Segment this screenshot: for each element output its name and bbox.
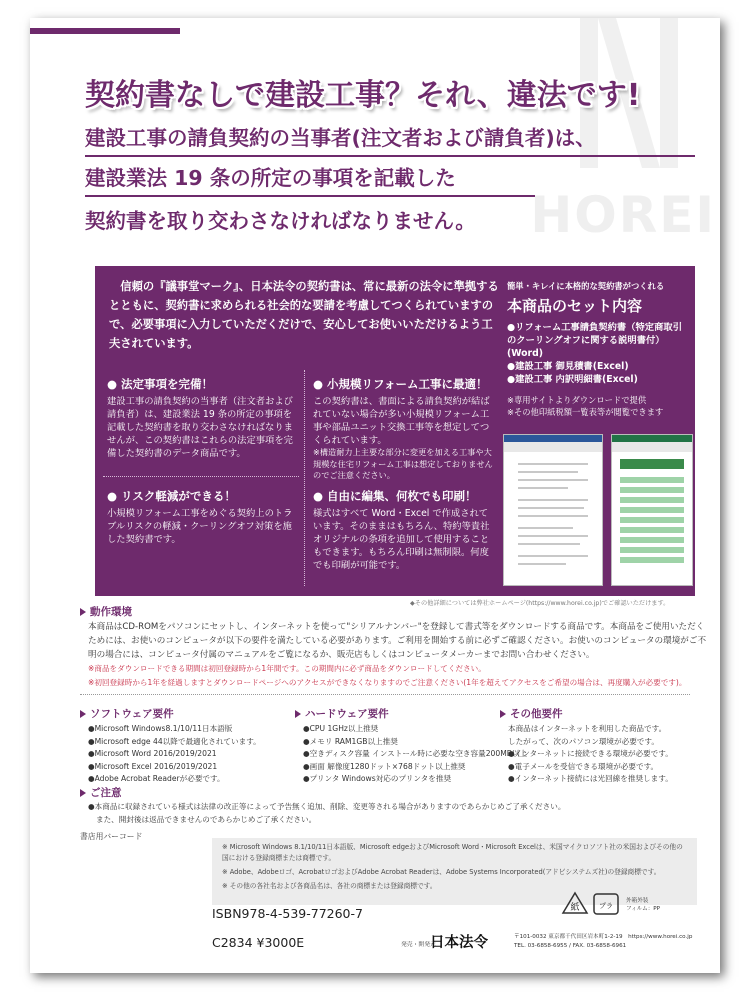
paper-recycle-icon bbox=[560, 891, 590, 921]
feature-divider-horizontal bbox=[103, 476, 299, 477]
triangle-bullet-icon bbox=[295, 710, 301, 718]
website-note: ◆その他詳細については弊社ホームページ(https://www.horei.co.jp)でご確認いただけます。 bbox=[410, 600, 670, 607]
feature-panel bbox=[95, 266, 695, 596]
list-item: ●インターネット接続には光回線を推奨します。 bbox=[508, 774, 673, 783]
word-document-preview bbox=[503, 434, 603, 586]
svg-text:紙: 紙 bbox=[570, 903, 580, 913]
hardware-req-list bbox=[303, 723, 527, 786]
svg-text:プラ: プラ bbox=[599, 902, 613, 910]
list-item: 本商品はインターネットを利用した商品です。 bbox=[508, 724, 667, 733]
list-item: ●Microsoft edge 44以降で最適化されています。 bbox=[88, 736, 261, 746]
hardware-req-heading: ハードウェア要件 bbox=[295, 706, 389, 721]
set-contents bbox=[507, 280, 687, 418]
product-sheet bbox=[30, 18, 720, 973]
set-note: ※専用サイトよりダウンロードで提供 bbox=[507, 395, 647, 405]
subheadline-line-1: 建設工事の請負契約の当事者(注文者および請負者)は、 bbox=[85, 121, 695, 157]
list-item: ●CPU 1GHz以上推奨 bbox=[303, 724, 379, 733]
list-item: ●画面 解像度1280ドット×768ドット以上推奨 bbox=[303, 761, 466, 771]
trademark-line: ※ Microsoft Windows 8.1/10/11日本語版、Microsoft edgeおよびMicrosoft Word・Microsoft Excelは、米国マイクロソフト社の米国およびその他の国における登録商標または商標です。 bbox=[222, 843, 683, 862]
publisher-address: 〒101-0032 東京都千代田区岩本町1-2-19 https://www.horei.co.jp TEL. 03-6858-6955 / FAX. 03-6858-6961 bbox=[514, 934, 693, 949]
publisher-label: 発売・開発元 bbox=[401, 942, 436, 948]
download-period-note: ※商品をダウンロードできる期間は初回登録時から1年間です。この期間内に必ず商品をダウンロードしてください。 bbox=[88, 664, 486, 673]
set-item: ●建設工事 内訳明細書(Excel) bbox=[507, 374, 638, 385]
feature-edit-print bbox=[313, 488, 493, 572]
other-req-heading: その他要件 bbox=[500, 706, 563, 721]
set-item: ●リフォーム工事請負契約書（特定商取引のクーリングオフに関する説明書付）(Word) bbox=[507, 322, 682, 359]
triangle-bullet-icon bbox=[80, 608, 86, 616]
software-req-list bbox=[88, 723, 261, 786]
caution-line: また、開封後は返品できませんのであらかじめご了承ください。 bbox=[96, 815, 317, 824]
access-expiry-note: ※初回登録時から1年を経過しますとダウンロードページへのアクセスができなくなりますのでご注意ください(1年を超えてアクセスをご希望の場合は、再度購入が必要です)。 bbox=[88, 678, 687, 687]
subheadline-line-3: 契約書を取り交わさなければなりません。 bbox=[85, 209, 476, 233]
intro-text: 信頼の『議事堂マーク』、日本法令の契約書は、常に最新の法令に準拠するとともに、契約書に求められる社会的な要請を考慮してつくられていますので、必要事項に入力していただくだけで、安心してお使いいただけるよう工夫されています。 bbox=[109, 280, 499, 350]
software-req-heading: ソフトウェア要件 bbox=[80, 706, 174, 721]
triangle-bullet-icon bbox=[500, 710, 506, 718]
list-item: ●Microsoft Word 2016/2019/2021 bbox=[88, 749, 217, 758]
top-accent-bar bbox=[30, 28, 180, 34]
subheadline-line-2: 建設業法 19 条の所定の事項を記載した bbox=[85, 161, 535, 197]
trademark-line: ※ Adobe、Adobeロゴ、AcrobatロゴおよびAdobe Acrobat Readerは、Adobe Systems Incorporated(アドビシステムズ社)の登録商標です。 bbox=[222, 868, 661, 876]
triangle-bullet-icon bbox=[80, 789, 86, 797]
list-item: したがって、次のパソコン環境が必要です。 bbox=[508, 736, 659, 746]
price-code: C2834 ¥3000E bbox=[212, 935, 305, 950]
caution-line: ●本商品に収録されている様式は法律の改正等によって予告無く追加、削除、変更等される場合がありますのであらかじめご了承ください。 bbox=[88, 802, 566, 811]
publisher-logo: 日本法令 bbox=[430, 934, 488, 951]
trademark-box bbox=[212, 838, 697, 905]
feature-title: ● 法定事項を完備！ bbox=[107, 377, 214, 391]
feature-note: ※構造耐力上主要な部分に変更を加える工事や大規模な住宅リフォーム工事は想定しておりませんのでご注意ください。 bbox=[313, 447, 493, 480]
list-item: ●メモリ RAM1GB以上推奨 bbox=[303, 736, 398, 746]
feature-divider-vertical bbox=[304, 370, 306, 586]
caution-text bbox=[88, 800, 565, 826]
feature-legal bbox=[107, 376, 297, 460]
list-item: ●電子メールを受信できる環境が必要です。 bbox=[508, 761, 659, 771]
feature-title: ● リスク軽減ができる！ bbox=[107, 489, 236, 503]
watermark-text: HOREI bbox=[530, 186, 716, 244]
set-title: 本商品のセット内容 bbox=[507, 297, 643, 315]
list-item: ●Adobe Acrobat Readerが必要です。 bbox=[88, 774, 225, 783]
environment-body: 本商品はCD-ROMをパソコンにセットし、インターネットを使って"シリアルナンバー"を登録して書式等をダウンロードする商品です。本商品をご使用いただくためには、お使いのコンピュータが以下の要件を満たしている必要があります。ご利用を開始する前に必ずご確認ください。お使いのコンピュータの環境がご不明の場合には、コンピュータ付属のマニュアルをご覧になるか、販売店もしくはコンピュータメーカーまでお問い合わせください。 bbox=[88, 622, 707, 660]
section-divider bbox=[80, 694, 690, 695]
isbn: ISBN978-4-539-77260-7 bbox=[212, 906, 363, 921]
feature-small-reform bbox=[313, 376, 493, 482]
list-item: ●プリンタ Windows対応のプリンタを推奨 bbox=[303, 774, 452, 783]
set-note: ※その他印紙税額一覧表等が閲覧できます bbox=[507, 407, 664, 417]
triangle-bullet-icon bbox=[80, 710, 86, 718]
feature-title: ● 小規模リフォーム工事に最適！ bbox=[313, 377, 488, 391]
feature-body: この契約書は、書面による請負契約が結ばれていない場合が多い小規模リフォーム工事や部品ユニット交換工事等を想定してつくられています。 bbox=[313, 396, 490, 446]
set-item: ●建設工事 御見積書(Excel) bbox=[507, 361, 629, 372]
feature-title: ● 自由に編集、何枚でも印刷！ bbox=[313, 489, 477, 503]
caution-heading: ご注意 bbox=[80, 785, 122, 800]
feature-body: 小規模リフォーム工事をめぐる契約上のトラブルリスクの軽減・クーリングオフ対策を施した契約書です。 bbox=[107, 508, 293, 545]
trademark-line: ※ その他の各社名および各商品名は、各社の商標または登録商標です。 bbox=[222, 882, 437, 890]
list-item: ●Microsoft Windows8.1/10/11日本語版 bbox=[88, 724, 233, 733]
barcode-label: 書店用バーコード bbox=[80, 832, 143, 841]
feature-body: 建設工事の請負契約の当事者（注文者および請負者）は、建設業法 19 条の所定の事項を記載した契約書を取り交わさなければなりませんが、この契約書はこれらの法定事項を完備した契約書のデータ商品です。 bbox=[107, 396, 293, 459]
other-req-list bbox=[508, 723, 673, 786]
plastic-recycle-icon bbox=[592, 891, 622, 921]
packaging-note: 外箱外装 フィルム：PP bbox=[626, 898, 661, 912]
set-tagline: 簡単・キレイに本格的な契約書がつくれる bbox=[507, 281, 665, 291]
excel-sheet-preview bbox=[611, 434, 693, 586]
list-item: ●インターネットに接続できる環境が必要です。 bbox=[508, 749, 673, 758]
headline: 契約書なしで建設工事？それ、違法です! bbox=[85, 78, 641, 113]
list-item: ●Microsoft Excel 2016/2019/2021 bbox=[88, 761, 218, 771]
feature-risk bbox=[107, 488, 297, 546]
environment-heading: 動作環境 bbox=[80, 604, 132, 619]
list-item: ●空きディスク容量 インストール時に必要な空き容量200MB以上 bbox=[303, 749, 528, 758]
feature-body: 様式はすべて Word・Excel で作成されています。そのままはもちろん、特約等貴社オリジナルの条項を追加して使用することもできます。もちろん印刷は無制限。何度でも印刷が可能です。 bbox=[313, 508, 490, 571]
